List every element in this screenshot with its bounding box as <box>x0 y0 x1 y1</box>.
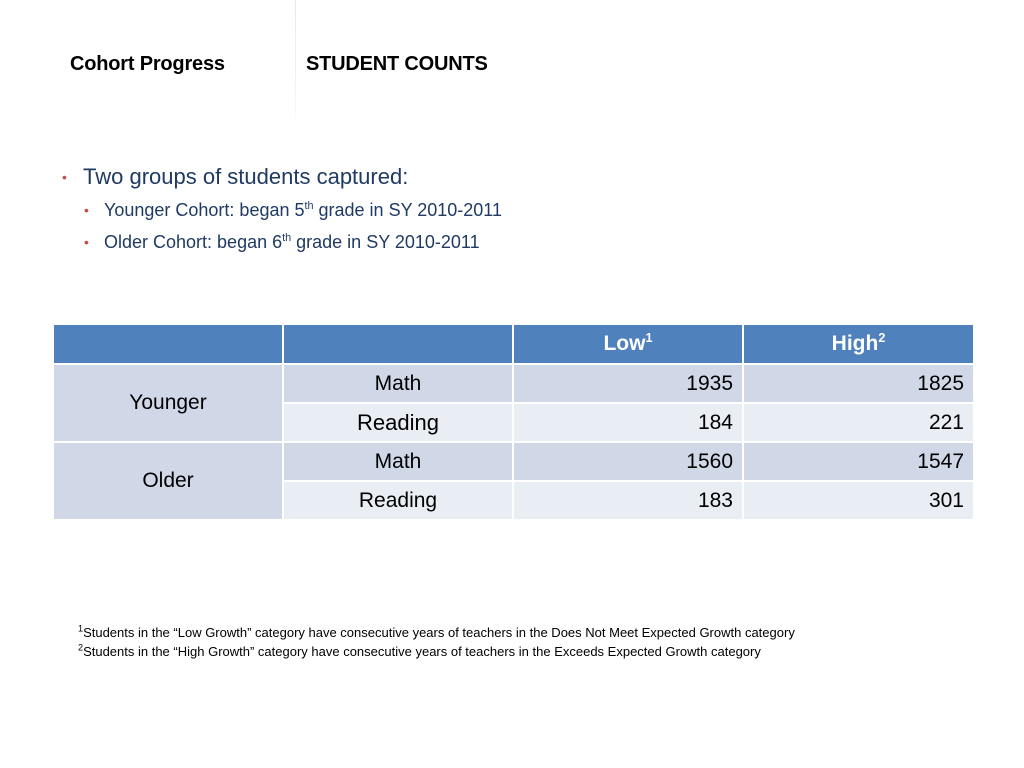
student-counts-table <box>52 323 975 521</box>
page-title: STUDENT COUNTS <box>306 53 488 75</box>
bullet-list <box>62 160 962 258</box>
high-footnote-mark: 2 <box>878 331 886 345</box>
header-cell-empty-1 <box>53 324 283 364</box>
bullet-dot-icon: • <box>84 234 89 250</box>
footnote-1-text: Students in the “Low Growth” category have consecutive years of teachers in the Does Not Meet Expected Growth category <box>83 625 795 640</box>
group-cell-younger: Younger <box>53 364 283 442</box>
bullet-younger-suffix: grade in SY 2010-2011 <box>313 200 502 220</box>
bullet-younger-cohort <box>62 194 962 226</box>
subject-cell: Reading <box>283 403 513 442</box>
footnote-1-mark: 1 <box>78 623 84 634</box>
bullet-older-cohort <box>62 226 962 258</box>
low-value-cell: 1935 <box>513 364 743 403</box>
bullet-dot-icon: • <box>84 202 89 218</box>
high-value-cell: 1547 <box>743 442 974 481</box>
bullet-older-suffix: grade in SY 2010-2011 <box>291 232 480 252</box>
low-value-cell: 1560 <box>513 442 743 481</box>
bullet-older-prefix: Older Cohort: began 6 <box>104 232 283 252</box>
header-cell-empty-2 <box>283 324 513 364</box>
table-header-row <box>53 324 974 364</box>
footnote-2 <box>78 642 795 661</box>
high-label: High <box>831 332 879 355</box>
low-footnote-mark: 1 <box>645 331 653 345</box>
high-value-cell: 1825 <box>743 364 974 403</box>
bullet-main <box>62 160 962 194</box>
slide-header <box>0 0 1024 130</box>
bullet-younger-prefix: Younger Cohort: began 5 <box>104 200 305 220</box>
header-divider <box>295 0 296 128</box>
bullet-older-sup: th <box>282 232 292 244</box>
high-value-cell: 221 <box>743 403 974 442</box>
footnote-1 <box>78 623 795 642</box>
low-value-cell: 184 <box>513 403 743 442</box>
subject-cell: Math <box>283 364 513 403</box>
high-value-cell: 301 <box>743 481 974 520</box>
bullet-younger-sup: th <box>304 200 314 212</box>
bullet-main-text: Two groups of students captured: <box>83 164 409 189</box>
low-label: Low <box>603 332 646 355</box>
subject-cell: Math <box>283 442 513 481</box>
section-title: Cohort Progress <box>70 53 225 75</box>
footnotes <box>78 623 795 661</box>
table-row <box>53 364 974 403</box>
group-cell-older: Older <box>53 442 283 520</box>
header-cell-low <box>513 324 743 364</box>
bullet-dot-icon: • <box>62 169 67 185</box>
low-value-cell: 183 <box>513 481 743 520</box>
header-cell-high <box>743 324 974 364</box>
footnote-2-text: Students in the “High Growth” category have consecutive years of teachers in the Exceeds Expected Growth category <box>83 644 761 659</box>
table-row <box>53 442 974 481</box>
footnote-2-mark: 2 <box>78 642 84 653</box>
subject-cell: Reading <box>283 481 513 520</box>
